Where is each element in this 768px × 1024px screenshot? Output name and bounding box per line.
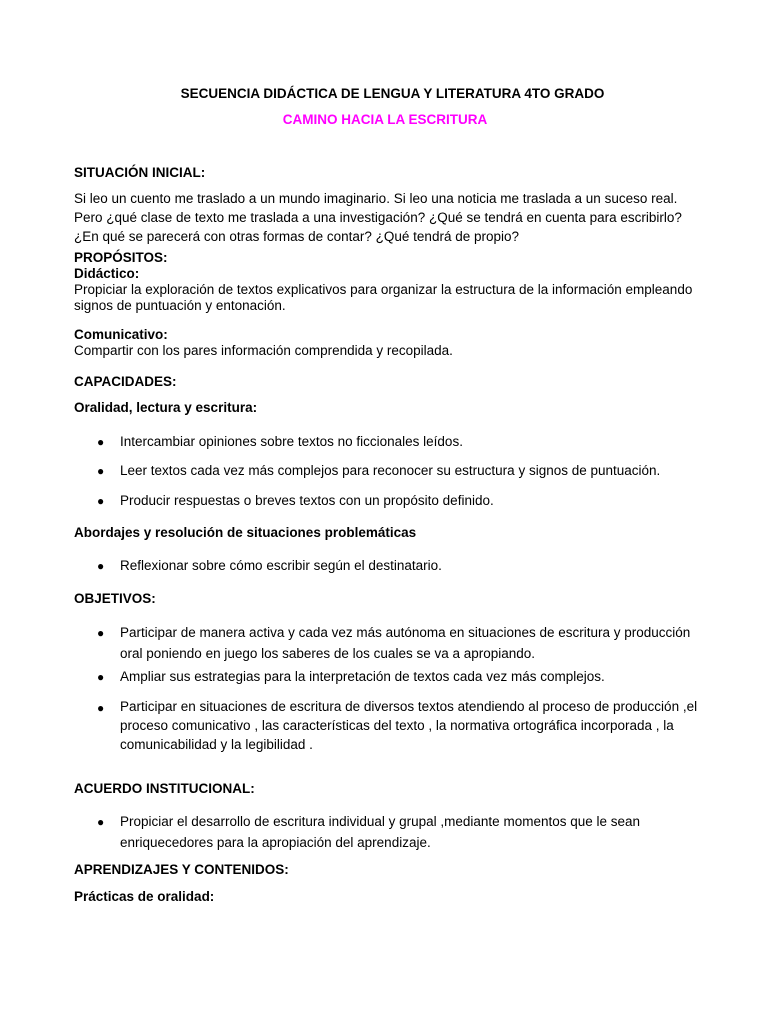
- bullet-icon: ●: [97, 435, 105, 449]
- list-item: Intercambiar opiniones sobre textos no ficcionales leídos.: [120, 434, 463, 449]
- bullet-icon: ●: [97, 670, 105, 684]
- situacion-text: Si leo un cuento me traslado a un mundo imaginario. Si leo una noticia me traslada a un suceso real. Pero ¿qué clase de texto me traslada a una investigación? ¿Qué se tendrá en cuenta para escribirlo? ¿En qué se parecerá con otras formas de contar? ¿Qué tendrá de propio?: [74, 191, 682, 244]
- document-title: SECUENCIA DIDÁCTICA DE LENGUA Y LITERATURA 4TO GRADO: [180, 86, 605, 101]
- abordajes-heading: Abordajes y resolución de situaciones problemáticas: [74, 525, 417, 540]
- propositos-heading: PROPÓSITOS:: [74, 250, 168, 265]
- list-item: Propiciar el desarrollo de escritura individual y grupal ,mediante momentos que le sean enriquecedores para la apropiación del aprendizaje.: [120, 814, 641, 850]
- aprendizajes-heading: APRENDIZAJES Y CONTENIDOS:: [74, 862, 289, 877]
- list-item: Ampliar sus estrategias para la interpretación de textos cada vez más complejos.: [120, 669, 605, 684]
- bullet-icon: ●: [97, 559, 105, 573]
- practicas-heading: Prácticas de oralidad:: [74, 889, 215, 904]
- bullet-icon: ●: [97, 701, 105, 715]
- list-item: Producir respuestas o breves textos con un propósito definido.: [120, 493, 494, 508]
- bullet-icon: ●: [97, 464, 105, 478]
- oralidad-heading: Oralidad, lectura y escritura:: [74, 400, 258, 415]
- capacidades-heading: CAPACIDADES:: [74, 374, 177, 389]
- didactico-text: Propiciar la exploración de textos explicativos para organizar la estructura de la información empleando signos de puntuación y entonación.: [74, 282, 693, 313]
- bullet-icon: ●: [97, 494, 105, 508]
- bullet-icon: ●: [97, 815, 105, 829]
- list-item: Reflexionar sobre cómo escribir según el destinatario.: [120, 558, 442, 573]
- didactico-label: Didáctico:: [74, 266, 140, 281]
- list-item: Participar de manera activa y cada vez más autónoma en situaciones de escritura y producción oral poniendo en juego los saberes de los cuales se va a apropiando.: [120, 625, 691, 661]
- list-item: Leer textos cada vez más complejos para reconocer su estructura y signos de puntuación.: [120, 463, 661, 478]
- list-item: Participar en situaciones de escritura de diversos textos atendiendo al proceso de producción ,el proceso comunicativo , las características del texto , la normativa ortográfica incorporada , la comunicabilidad y la legibilidad .: [120, 699, 698, 752]
- situacion-heading: SITUACIÓN INICIAL:: [74, 165, 206, 180]
- bullet-icon: ●: [97, 626, 105, 640]
- comunicativo-label: Comunicativo:: [74, 327, 168, 342]
- objetivos-heading: OBJETIVOS:: [74, 591, 156, 606]
- acuerdo-heading: ACUERDO INSTITUCIONAL:: [74, 781, 255, 796]
- comunicativo-text: Compartir con los pares información comprendida y recopilada.: [74, 343, 453, 358]
- document-subtitle: CAMINO HACIA LA ESCRITURA: [282, 112, 488, 127]
